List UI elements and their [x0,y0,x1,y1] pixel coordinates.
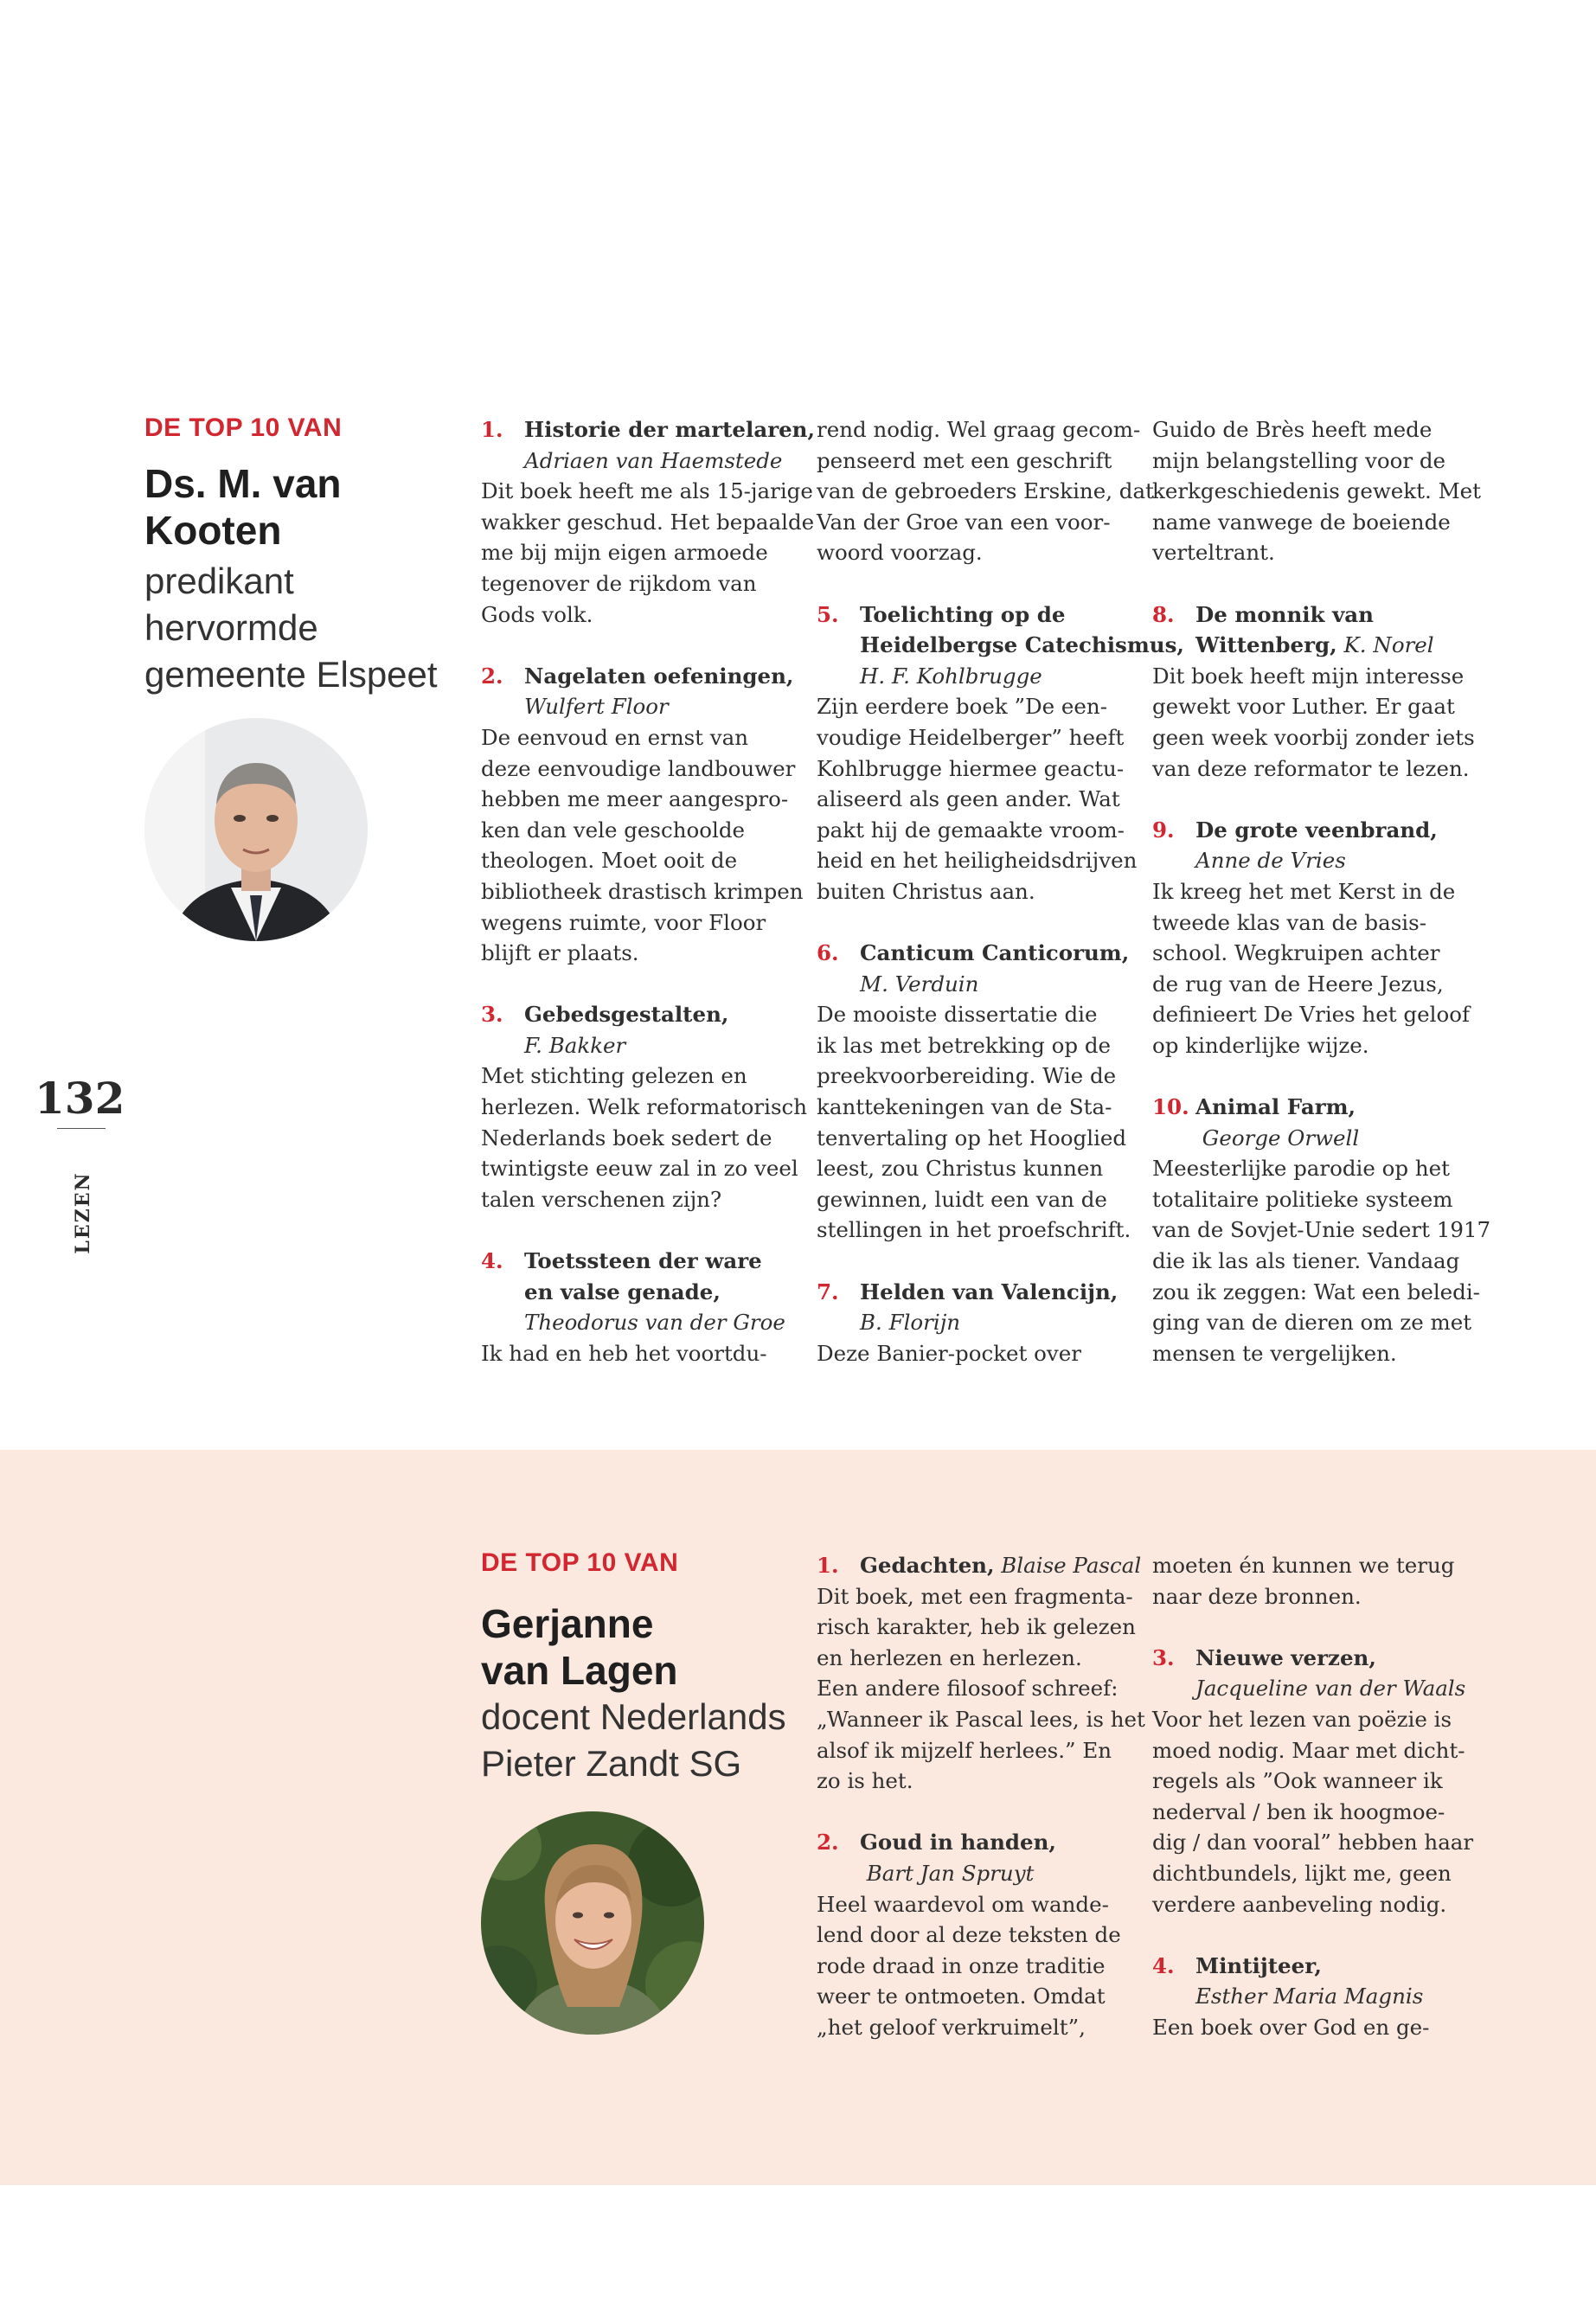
paragraph-spacer [817,1797,1132,1828]
body-text-line: Kohlbrugge hiermee geactu- [817,755,1125,781]
book-title: Canticum Canticorum, [860,940,1130,966]
book-heading-line [817,1277,1132,1308]
body-text-line: de rug van de Heere Jezus, [1152,971,1444,997]
body-text-line: risch karakter, heb ik gelezen [817,1614,1136,1640]
book-heading-line [481,1277,797,1308]
body-text-line: me bij mijn eigen armoede [481,540,768,566]
book-heading-line [817,938,1132,969]
body-text-line: zo is het. [817,1768,913,1794]
book-title: Gebedsgestalten, [524,1002,729,1028]
profile1-kicker: DE TOP 10 VAN [144,413,343,442]
paragraph-spacer [817,568,1132,599]
book-rank: 3. [481,1002,503,1028]
book-rank: 6. [817,940,839,966]
book-rank: 8. [1152,601,1175,627]
body-text-line: bibliotheek drastisch krimpen [481,878,804,904]
book-title: Historie der martelaren, [524,417,816,442]
profile2-name-line: Gerjanne [481,1601,654,1646]
profile1-name-line: Kooten [144,508,282,553]
book-author: Anne de Vries [1195,848,1346,874]
profile2-role-line: docent Nederlands [481,1696,786,1737]
body-text-line: gewinnen, luidt een van de [817,1186,1107,1212]
body-text-line: dichtbundels, lijkt me, geen [1152,1860,1452,1886]
body-text-line: woord voorzag. [817,540,983,566]
book-rank: 7. [817,1279,839,1304]
book-heading-line [481,691,797,722]
body-text-line: mijn belangstelling voor de [1152,447,1446,473]
body-text-line: Met stichting gelezen en [481,1063,747,1089]
paragraph-spacer [1152,1612,1468,1643]
paragraph-spacer [817,907,1132,939]
book-heading-line [1152,815,1468,846]
body-text-line: Een andere filosoof schreef: [817,1676,1118,1702]
top10-column [1152,1550,1474,2043]
body-text-line: twintigste eeuw zal in zo veel [481,1156,798,1182]
body-text-line: pakt hij de gemaakte vroom- [817,817,1125,843]
page-number: 132 [35,1073,125,1124]
body-text-line: buiten Christus aan. [817,878,1035,904]
book-author: Blaise Pascal [994,1553,1142,1578]
profile2-name [481,1600,678,1694]
body-text-line: stellingen in het proefschrift. [817,1217,1131,1243]
body-text-line: penseerd met een geschrift [817,447,1112,473]
body-text-line: ging van de dieren om ze met [1152,1310,1472,1336]
body-text-line: Heel waardevol om wande- [817,1891,1109,1917]
book-rank: 2. [817,1830,839,1856]
book-rank: 3. [1152,1644,1175,1670]
book-heading-line [817,630,1184,661]
body-text-line: Voor het lezen van poëzie is [1152,1706,1452,1732]
paragraph-spacer [481,969,797,1000]
body-text-line: leest, zou Christus kunnen [817,1156,1104,1182]
body-text-line: blijft er plaats. [481,940,639,966]
body-text-line: Dit boek heeft mijn interesse [1152,663,1465,689]
book-heading-line [1152,1951,1468,1982]
body-text-line: Deze Banier-pocket over [817,1340,1081,1366]
body-text-line: van de Sovjet-Unie sedert 1917 [1152,1217,1491,1243]
profile2-name-line: van Lagen [481,1648,678,1693]
paragraph-spacer [1152,784,1468,815]
profile1-name [144,460,342,554]
book-heading-line [1152,1092,1468,1123]
page-number-divider [57,1128,106,1129]
body-text-line: die ik las als tiener. Vandaag [1152,1248,1460,1274]
body-text-line: talen verschenen zijn? [481,1186,722,1212]
book-heading-line [1152,1981,1468,2012]
book-heading-line [1152,1643,1468,1674]
book-rank: 10. [1152,1094,1189,1120]
book-author: F. Bakker [524,1032,626,1058]
paragraph-spacer [817,1246,1132,1277]
paragraph-spacer [1152,1061,1468,1092]
book-author: Theodorus van der Groe [524,1310,785,1336]
profile1-portrait [144,718,368,941]
book-title: Heidelbergse Catechismus, [860,632,1184,658]
body-text-line: wakker geschud. Het bepaalde [481,509,815,535]
body-text-line: Ik had en heb het voortdu- [481,1340,767,1366]
body-text-line: ik las met betrekking op de [817,1032,1112,1058]
book-title: De grote veenbrand, [1195,817,1438,843]
body-text-line: op kinderlijke wijze. [1152,1032,1369,1058]
body-text-line: verteltrant. [1152,540,1275,566]
book-heading-line [1152,845,1468,876]
body-text-line: Een boek over God en ge- [1152,2014,1430,2040]
body-text-line: hebben me meer aangespro- [481,786,789,812]
body-text-line: mensen te vergelijken. [1152,1340,1397,1366]
book-author: K. Norel [1336,632,1434,658]
book-rank: 1. [817,1553,839,1578]
profile2-portrait [481,1811,704,2035]
book-title: Toelichting op de [860,601,1066,627]
section-label: LEZEN [72,1171,94,1254]
body-text-line: Dit boek, met een fragmenta- [817,1583,1133,1609]
book-heading-line [481,1030,797,1061]
body-text-line: kanttekeningen van de Sta- [817,1094,1112,1120]
book-heading-line [817,1858,1132,1889]
body-text-line: moeten én kunnen we terug [1152,1553,1455,1578]
book-author: Adriaen van Haemstede [524,447,783,473]
book-title: Nagelaten oefeningen, [524,663,794,689]
body-text-line: lend door al deze teksten de [817,1922,1121,1948]
body-text-line: tegenover de rijkdom van [481,570,757,596]
book-author: B. Florijn [860,1310,961,1336]
book-heading-line [1152,1123,1468,1154]
body-text-line: en herlezen en herlezen. [817,1644,1082,1670]
book-title: De monnik van [1195,601,1374,627]
paragraph-spacer [1152,568,1468,599]
body-text-line: gewekt voor Luther. Er gaat [1152,694,1455,720]
book-author: M. Verduin [860,971,979,997]
body-text-line: school. Wegkruipen achter [1152,940,1440,966]
profile2-role [481,1694,786,1787]
body-text-line: Meesterlijke parodie op het [1152,1156,1451,1182]
book-author: H. F. Kohlbrugge [860,663,1042,689]
book-heading-line [481,999,797,1030]
book-heading-line [481,1307,797,1338]
body-text-line: deze eenvoudige landbouwer [481,755,796,781]
body-text-line: ken dan vele geschoolde [481,817,746,843]
body-text-line: dig / dan vooral” hebben haar [1152,1830,1474,1856]
profile2-role-line: Pieter Zandt SG [481,1743,742,1784]
book-title: Helden van Valencijn, [860,1279,1118,1304]
book-heading-line [1152,630,1468,661]
body-text-line: herlezen. Welk reformatorisch [481,1094,808,1120]
profile1-role [144,558,438,698]
book-heading-line [481,661,797,692]
body-text-line: weer te ontmoeten. Omdat [817,1984,1106,2009]
book-title: en valse genade, [524,1279,721,1304]
book-title: Nieuwe verzen, [1195,1644,1376,1670]
body-text-line: Nederlands boek sedert de [481,1125,772,1150]
body-text-line: preekvoorbereiding. Wie de [817,1063,1117,1089]
body-text-line: definieert De Vries het geloof [1152,1002,1471,1028]
book-heading-line [817,599,1132,631]
body-text-line: zou ik zeggen: Wat een beledi- [1152,1279,1480,1304]
body-text-line: verdere aanbeveling nodig. [1152,1891,1447,1917]
body-text-line: rode draad in onze traditie [817,1952,1106,1978]
book-title: Goud in handen, [860,1830,1056,1856]
body-text-line: wegens ruimte, voor Floor [481,909,766,935]
top10-column [817,1550,1145,2043]
book-rank: 1. [481,417,503,442]
body-text-line: tenvertaling op het Hooglied [817,1125,1127,1150]
book-heading-line [817,969,1132,1000]
book-author: Wulfert Floor [524,694,669,720]
body-text-line: aliseerd als geen ander. Wat [817,786,1120,812]
body-text-line: theologen. Moet ooit de [481,848,738,874]
book-rank: 4. [481,1248,503,1274]
book-heading-line [817,1307,1132,1338]
book-heading-line [817,1550,1142,1581]
woman-portrait-icon [481,1811,704,2035]
body-text-line: Zijn eerdere boek ”De een- [817,694,1107,720]
body-text-line: van deze reformator te lezen. [1152,755,1470,781]
body-text-line: naar deze bronnen. [1152,1583,1362,1609]
book-rank: 5. [817,601,839,627]
book-rank: 4. [1152,1952,1175,1978]
man-portrait-icon [144,718,368,941]
book-heading-line [481,1246,797,1277]
book-heading-line [817,1827,1132,1858]
body-text-line: name vanwege de boeiende [1152,509,1451,535]
body-text-line: Guido de Brès heeft mede [1152,417,1433,442]
body-text-line: „Wanneer ik Pascal lees, is het [817,1706,1145,1732]
body-text-line: rend nodig. Wel graag gecom- [817,417,1141,442]
book-author: George Orwell [1195,1125,1360,1150]
paragraph-spacer [481,1215,797,1246]
body-text-line: „het geloof verkruimelt”, [817,2014,1086,2040]
book-title: Mintijteer, [1195,1952,1322,1978]
book-heading-line [1152,1673,1468,1704]
body-text-line: kerkgeschiedenis gewekt. Met [1152,478,1482,504]
book-author: Jacqueline van der Waals [1195,1676,1466,1702]
profile1-role-line: predikant [144,561,294,601]
book-rank: 2. [481,663,503,689]
body-text-line: alsof ik mijzelf herlees.” En [817,1737,1112,1763]
book-heading-line [817,661,1132,692]
profile1-role-line: hervormde [144,607,318,648]
paragraph-spacer [481,630,797,661]
body-text-line: heid en het heiligheidsdrijven [817,848,1138,874]
body-text-line: geen week voorbij zonder iets [1152,724,1475,750]
paragraph-spacer [1152,1920,1468,1951]
profile1-role-line: gemeente Elspeet [144,654,438,695]
book-heading-line [1152,599,1468,631]
book-title: Animal Farm, [1195,1094,1356,1120]
body-text-line: nederval / ben ik hoogmoe- [1152,1798,1445,1824]
top10-column [1152,414,1491,1368]
book-title: Toetssteen der ware [524,1248,762,1274]
body-text-line: voudige Heidelberger” heeft [817,724,1125,750]
body-text-line: Ik kreeg het met Kerst in de [1152,878,1456,904]
body-text-line: Van der Groe van een voor- [817,509,1111,535]
book-title: Gedachten, [860,1553,995,1578]
body-text-line: tweede klas van de basis- [1152,909,1426,935]
body-text-line: Dit boek heeft me als 15-jarige [481,478,813,504]
body-text-line: regels als ”Ook wanneer ik [1152,1768,1443,1794]
book-author: Esther Maria Magnis [1195,1984,1424,2009]
profile2-kicker: DE TOP 10 VAN [481,1548,679,1577]
book-heading-line [481,445,797,477]
top10-column [481,414,816,1368]
body-text-line: De eenvoud en ernst van [481,724,749,750]
profile1-name-line: Ds. M. van [144,461,342,506]
book-rank: 9. [1152,817,1175,843]
body-text-line: totalitaire politieke systeem [1152,1186,1453,1212]
book-author: Bart Jan Spruyt [860,1860,1035,1886]
body-text-line: De mooiste dissertatie die [817,1002,1098,1028]
book-heading-line [481,414,816,445]
body-text-line: moed nodig. Maar met dicht- [1152,1737,1465,1763]
book-title: Wittenberg, [1195,632,1337,658]
body-text-line: van de gebroeders Erskine, dat [817,478,1154,504]
body-text-line: Gods volk. [481,601,593,627]
